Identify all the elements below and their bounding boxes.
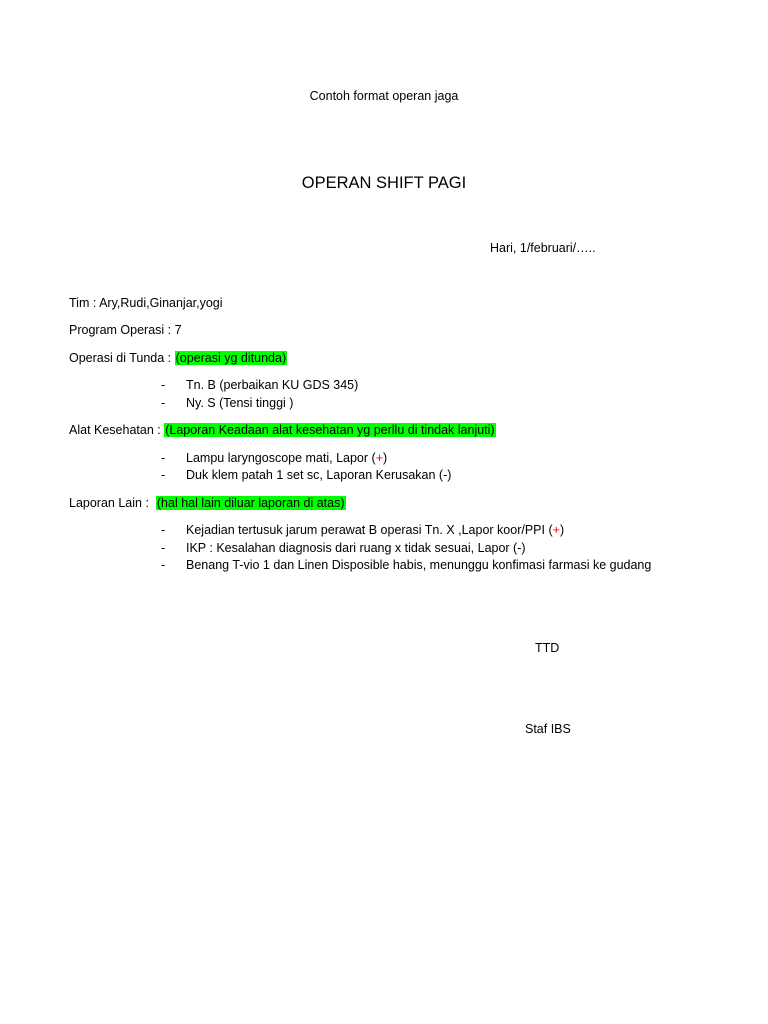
positive-sign: + xyxy=(552,523,560,537)
program-line: Program Operasi : 7 xyxy=(69,323,182,337)
other-note: (hal hal lain diluar laporan di atas) xyxy=(156,496,345,510)
postponed-note: (operasi yg ditunda) xyxy=(175,351,287,365)
bullet-dash: - xyxy=(161,468,166,482)
other-item-1-text: Kejadian tertusuk jarum perawat B operasi Tn. X ,Lapor koor/PPI ( xyxy=(186,523,553,537)
equipment-item-1-text: Lampu laryngoscope mati, Lapor ( xyxy=(186,451,376,465)
bullet-dash: - xyxy=(161,396,166,410)
equipment-item-1-close: ) xyxy=(383,451,388,465)
signature-label: TTD xyxy=(535,641,560,655)
staff-label: Staf IBS xyxy=(525,722,571,736)
positive-sign: + xyxy=(375,451,383,465)
bullet-dash: - xyxy=(161,558,166,572)
other-item-1-close: ) xyxy=(559,523,565,537)
bullet-dash: - xyxy=(161,378,166,392)
report-date: Hari, 1/februari/….. xyxy=(490,241,596,255)
document-title: OPERAN SHIFT PAGI xyxy=(301,174,467,192)
other-item-1 xyxy=(186,522,564,538)
other-label: Laporan Lain : xyxy=(69,496,156,510)
other-item-2: IKP : Kesalahan diagnosis dari ruang x tidak sesuai, Lapor (-) xyxy=(186,541,526,555)
team-line: Tim : Ary,Rudi,Ginanjar,yogi xyxy=(69,296,223,310)
equipment-section-header xyxy=(69,422,496,438)
bullet-dash: - xyxy=(161,451,166,465)
equipment-item-1 xyxy=(186,450,387,466)
postponed-label: Operasi di Tunda : xyxy=(69,351,175,365)
equipment-note: (Laporan Keadaan alat kesehatan yg perllu di tindak lanjuti) xyxy=(165,423,495,437)
equipment-label: Alat Kesehatan : xyxy=(69,423,165,437)
other-section-header xyxy=(69,495,346,511)
other-item-3: Benang T-vio 1 dan Linen Disposible habis, menunggu konfimasi farmasi ke gudang xyxy=(186,558,652,572)
postponed-item-1: Tn. B (perbaikan KU GDS 345) xyxy=(186,378,359,392)
document-caption: Contoh format operan jaga xyxy=(309,89,459,103)
bullet-dash: - xyxy=(161,541,166,555)
postponed-item-2: Ny. S (Tensi tinggi ) xyxy=(186,396,294,410)
equipment-item-2: Duk klem patah 1 set sc, Laporan Kerusakan (-) xyxy=(186,468,452,482)
bullet-dash: - xyxy=(161,523,166,537)
postponed-section-header xyxy=(69,350,287,366)
